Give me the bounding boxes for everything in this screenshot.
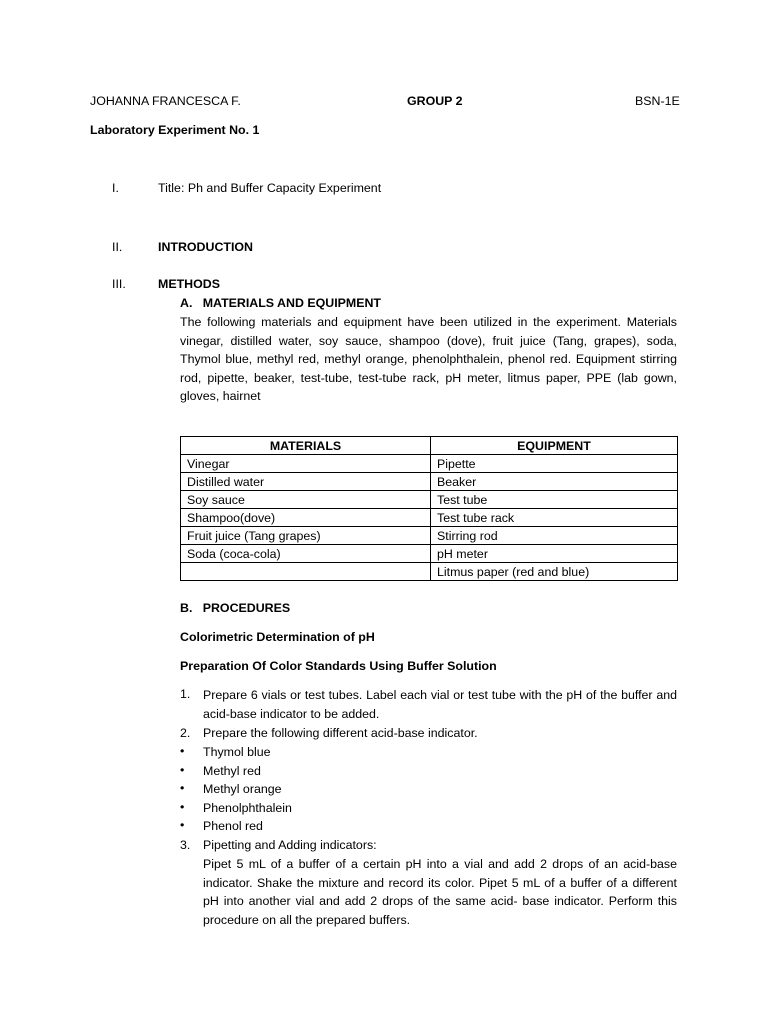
equipment-cell: Pipette bbox=[431, 455, 678, 473]
equipment-cell: Litmus paper (red and blue) bbox=[431, 563, 678, 581]
equipment-cell: Beaker bbox=[431, 473, 678, 491]
materials-paragraph: The following materials and equipment have been utilized in the experiment. Materials vinegar, distilled water, soy sauce, shampoo (dove), fruit juice (Tang, grapes), soda, Thymol blue, methyl red, methyl orange, phenolphthalein, phenol red. Equipment stirring rod, pipette, beaker, test-tube, test-tube rack, pH meter, litmus paper, PPE (lab gown, gloves, hairnet bbox=[180, 315, 677, 404]
section-label: BSN-1E bbox=[635, 94, 680, 108]
section-iii-number: III. bbox=[112, 277, 126, 291]
color-standards-subheading: Preparation Of Color Standards Using Buffer Solution bbox=[180, 659, 497, 673]
material-cell: Soy sauce bbox=[181, 491, 431, 509]
material-cell: Soda (coca-cola) bbox=[181, 545, 431, 563]
equipment-cell: Stirring rod bbox=[431, 527, 678, 545]
table-header-equipment: EQUIPMENT bbox=[431, 437, 678, 455]
step-3-number: 3. bbox=[180, 838, 191, 852]
bullet-icon: • bbox=[180, 818, 185, 832]
indicator-item: Methyl red bbox=[203, 764, 261, 778]
indicator-item: Thymol blue bbox=[203, 745, 271, 759]
material-cell: Vinegar bbox=[181, 455, 431, 473]
group-label: GROUP 2 bbox=[407, 94, 463, 108]
document-title: Title: Ph and Buffer Capacity Experiment bbox=[158, 181, 382, 195]
methods-heading: METHODS bbox=[158, 277, 220, 291]
material-cell bbox=[181, 563, 431, 581]
colorimetric-subheading: Colorimetric Determination of pH bbox=[180, 630, 375, 644]
bullet-icon: • bbox=[180, 744, 185, 758]
bullet-icon: • bbox=[180, 781, 185, 795]
bullet-icon: • bbox=[180, 763, 185, 777]
author-name: JOHANNA FRANCESCA F. bbox=[90, 94, 241, 108]
procedures-heading: B. PROCEDURES bbox=[180, 601, 291, 615]
step-3-text: Pipetting and Adding indicators: bbox=[203, 838, 377, 852]
material-cell: Distilled water bbox=[181, 473, 431, 491]
step-1-text: Prepare 6 vials or test tubes. Label each vial or test tube with the pH of the buffer and acid-base indicator to be added. bbox=[203, 688, 677, 721]
table-row bbox=[181, 473, 678, 491]
indicator-item: Phenol red bbox=[203, 819, 263, 833]
table-row bbox=[181, 527, 678, 545]
indicator-item: Methyl orange bbox=[203, 782, 282, 796]
table-row bbox=[181, 509, 678, 527]
step-1-number: 1. bbox=[180, 687, 191, 701]
indicator-item: Phenolphthalein bbox=[203, 801, 292, 815]
introduction-heading: INTRODUCTION bbox=[158, 240, 253, 254]
materials-heading: A. MATERIALS AND EQUIPMENT bbox=[180, 296, 382, 310]
table-row bbox=[181, 455, 678, 473]
table-row bbox=[181, 563, 678, 581]
bullet-icon: • bbox=[180, 800, 185, 814]
table-row bbox=[181, 491, 678, 509]
table-row bbox=[181, 545, 678, 563]
equipment-cell: Test tube rack bbox=[431, 509, 678, 527]
materials-table bbox=[180, 436, 678, 581]
step-2-number: 2. bbox=[180, 726, 191, 740]
experiment-number: Laboratory Experiment No. 1 bbox=[90, 123, 260, 137]
equipment-cell: pH meter bbox=[431, 545, 678, 563]
step-3-paragraph: Pipet 5 mL of a buffer of a certain pH into a vial and add 2 drops of an acid-base indicator. Shake the mixture and record its color. Pipet 5 mL of a buffer of a different pH into another vial and add 2 drops of the same acid- base indicator. Perform this procedure on all the prepared buffers. bbox=[203, 857, 677, 927]
table-header-materials: MATERIALS bbox=[181, 437, 431, 455]
equipment-cell: Test tube bbox=[431, 491, 678, 509]
material-cell: Fruit juice (Tang grapes) bbox=[181, 527, 431, 545]
step-2-text: Prepare the following different acid-base indicator. bbox=[203, 726, 478, 740]
section-i-number: I. bbox=[112, 181, 119, 195]
material-cell: Shampoo(dove) bbox=[181, 509, 431, 527]
section-ii-number: II. bbox=[112, 240, 123, 254]
